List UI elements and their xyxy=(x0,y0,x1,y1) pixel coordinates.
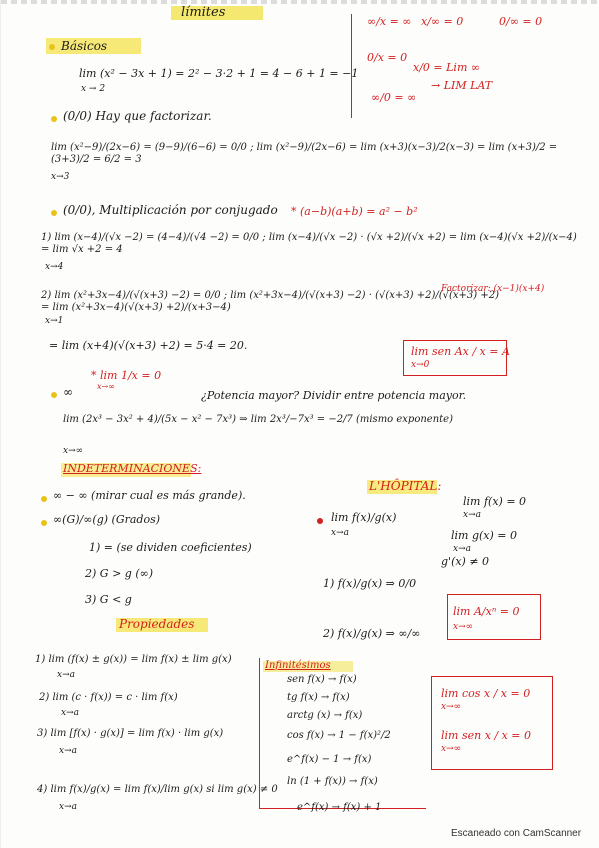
lhopital-cond-sub: x→a xyxy=(453,544,471,554)
lhopital-main-sub: x→a xyxy=(331,528,349,538)
infinity-red-note-sub: x→∞ xyxy=(97,382,115,391)
infinitesimo-exp: e^f(x) − 1 → f(x) xyxy=(287,754,372,765)
lhopital-cond-f: lim f(x) = 0 xyxy=(463,495,527,508)
conjugado-identity-note: * (a−b)(a+b) = a² − b² xyxy=(291,205,418,218)
lhopital-case-1: 1) f(x)/g(x) ⇒ 0/0 xyxy=(323,577,417,590)
bullet-dot xyxy=(51,210,57,216)
bullet-dot xyxy=(51,116,57,122)
lhopital-heading: L'HÔPITAL: xyxy=(369,479,442,493)
rule-x-over-inf: x/∞ = 0 xyxy=(421,15,464,28)
bullet-dot xyxy=(51,392,57,398)
infinity-question: ¿Potencia mayor? Dividir entre potencia mayor. xyxy=(201,389,467,402)
indet-grados: ∞(G)/∞(g) (Grados) xyxy=(53,513,161,526)
boxed-sen-limit-text: lim sen Ax / x = A xyxy=(411,345,510,358)
conjugado-heading: (0/0), Multiplicación por conjugado xyxy=(63,203,278,217)
boxed-a-over-xn-sub: x→∞ xyxy=(453,622,474,632)
rule-inf-over-x: ∞/x = ∞ xyxy=(367,15,412,28)
infinitesimo-sen: sen f(x) → f(x) xyxy=(287,674,357,685)
bullet-dot xyxy=(49,44,55,50)
trig-sen-limit: lim sen x / x = 0 xyxy=(441,729,532,742)
trig-limit-sub: x→∞ xyxy=(441,744,462,754)
propiedad-cociente: 4) lim f(x)/g(x) = lim f(x)/lim g(x) si lim g(x) ≠ 0 xyxy=(37,784,278,795)
infinity-heading: ∞ xyxy=(63,385,73,399)
infinitesimo-exp-plus-one: e^f(x) → f(x) + 1 xyxy=(297,802,382,813)
conjugado-result: = lim (x+4)(√(x+3) +2) = 5·4 = 20. xyxy=(49,339,248,352)
conjugado-example-2-sub: x→1 xyxy=(45,316,64,326)
basicos-limit-sub: x → 2 xyxy=(81,84,106,94)
lhopital-cond-sub: x→a xyxy=(463,510,481,520)
propiedad-suma: 1) lim (f(x) ± g(x)) = lim f(x) ± lim g(x) xyxy=(35,654,232,665)
infinity-equation: lim (2x³ − 3x² + 4)/(5x − x² − 7x³) ⇒ lim 2x³/−7x³ = −2/7 (mismo exponente) xyxy=(63,414,453,425)
infinitesimos-heading: Infinitésimos xyxy=(265,660,331,671)
conjugado-example-1: 1) lim (x−4)/(√x −2) = (4−4)/(√4 −2) = 0/0 ; lim (x−4)/(√x −2) · (√x +2)/(√x +2) = lim (x−4)(√x +2)/(x−4) = lim √x +2 = 4 xyxy=(41,232,577,255)
top-box-left-rule xyxy=(351,14,356,118)
indet-inf-minus-inf: ∞ − ∞ (mirar cual es más grande). xyxy=(53,489,246,502)
bullet-dot xyxy=(41,520,47,526)
propiedad-limit-sub: x→a xyxy=(59,746,77,756)
trig-limit-sub: x→∞ xyxy=(441,702,462,712)
trig-cos-limit: lim cos x / x = 0 xyxy=(441,687,531,700)
lhopital-main: lim f(x)/g(x) xyxy=(331,511,397,524)
infinitesimo-tg: tg f(x) → f(x) xyxy=(287,692,350,703)
grados-case-1: 1) = (se dividen coeficientes) xyxy=(89,541,252,554)
propiedad-constante: 2) lim (c · f(x)) = c · lim f(x) xyxy=(39,692,178,703)
propiedad-producto: 3) lim [f(x) · g(x)] = lim f(x) · lim g(x) xyxy=(37,728,224,739)
rule-x-over-zero: x/0 = Lim ∞ xyxy=(413,61,481,74)
factorizar-heading: (0/0) Hay que factorizar. xyxy=(63,109,212,123)
rule-inf-over-zero: ∞/0 = ∞ xyxy=(371,91,417,104)
rule-lim-lat: → LIM LAT xyxy=(431,79,493,92)
propiedad-limit-sub: x→a xyxy=(57,670,75,680)
scanner-footer: Escaneado con CamScanner xyxy=(451,828,582,839)
factorizar-hint: Factorizar: (x−1)(x+4) xyxy=(441,284,545,294)
factorizar-limit-sub: x→3 xyxy=(51,172,70,182)
page-title: límites xyxy=(181,5,226,20)
propiedad-limit-sub: x→a xyxy=(59,802,77,812)
factorizar-equation: lim (x²−9)/(2x−6) = (9−9)/(6−6) = 0/0 ; lim (x²−9)/(2x−6) = lim (x+3)(x−3)/2(x−3) = lim (x+3)/2 = (3+3)/2 = 6/2 = 3 xyxy=(51,142,558,165)
infinitesimo-arctg: arctg (x) → f(x) xyxy=(287,710,363,721)
rule-zero-over-inf: 0/∞ = 0 xyxy=(499,15,543,28)
grados-case-2: 2) G > g (∞) xyxy=(85,567,154,580)
page-top-border xyxy=(1,0,599,4)
boxed-a-over-xn-text: lim A/xⁿ = 0 xyxy=(453,605,520,618)
infinitesimo-ln: ln (1 + f(x)) → f(x) xyxy=(287,776,378,787)
infinity-limit-sub: x→∞ xyxy=(63,446,84,456)
conjugado-example-2: 2) lim (x²+3x−4)/(√(x+3) −2) = 0/0 ; lim (x²+3x−4)/(√(x+3) −2) · (√(x+3) +2)/(√(x+3) +2) = lim (x²+3x−4)(√(x+3) +2)/(x+3−4) xyxy=(41,290,500,313)
basicos-heading: Básicos xyxy=(61,39,108,53)
lhopital-cond-gprime: g'(x) ≠ 0 xyxy=(441,555,490,568)
boxed-sen-limit-sub: x→0 xyxy=(411,360,430,370)
infinity-red-note: * lim 1/x = 0 xyxy=(91,369,162,382)
lhopital-cond-g: lim g(x) = 0 xyxy=(451,529,517,542)
propiedades-heading: Propiedades xyxy=(119,617,195,631)
rule-zero-over-x: 0/x = 0 xyxy=(367,51,408,64)
grados-case-3: 3) G < g xyxy=(85,593,132,606)
lhopital-case-2: 2) f(x)/g(x) ⇒ ∞/∞ xyxy=(323,627,421,640)
propiedad-limit-sub: x→a xyxy=(61,708,79,718)
infinitesimo-cos: cos f(x) → 1 − f(x)²/2 xyxy=(287,730,391,741)
conjugado-example-1-sub: x→4 xyxy=(45,262,64,272)
indeterminaciones-heading: INDETERMINACIONES: xyxy=(63,462,202,475)
bullet-dot xyxy=(41,496,47,502)
bullet-dot-red xyxy=(317,518,323,524)
basicos-equation: lim (x² − 3x + 1) = 2² − 3·2 + 1 = 4 − 6 + 1 = −1 xyxy=(79,67,359,80)
